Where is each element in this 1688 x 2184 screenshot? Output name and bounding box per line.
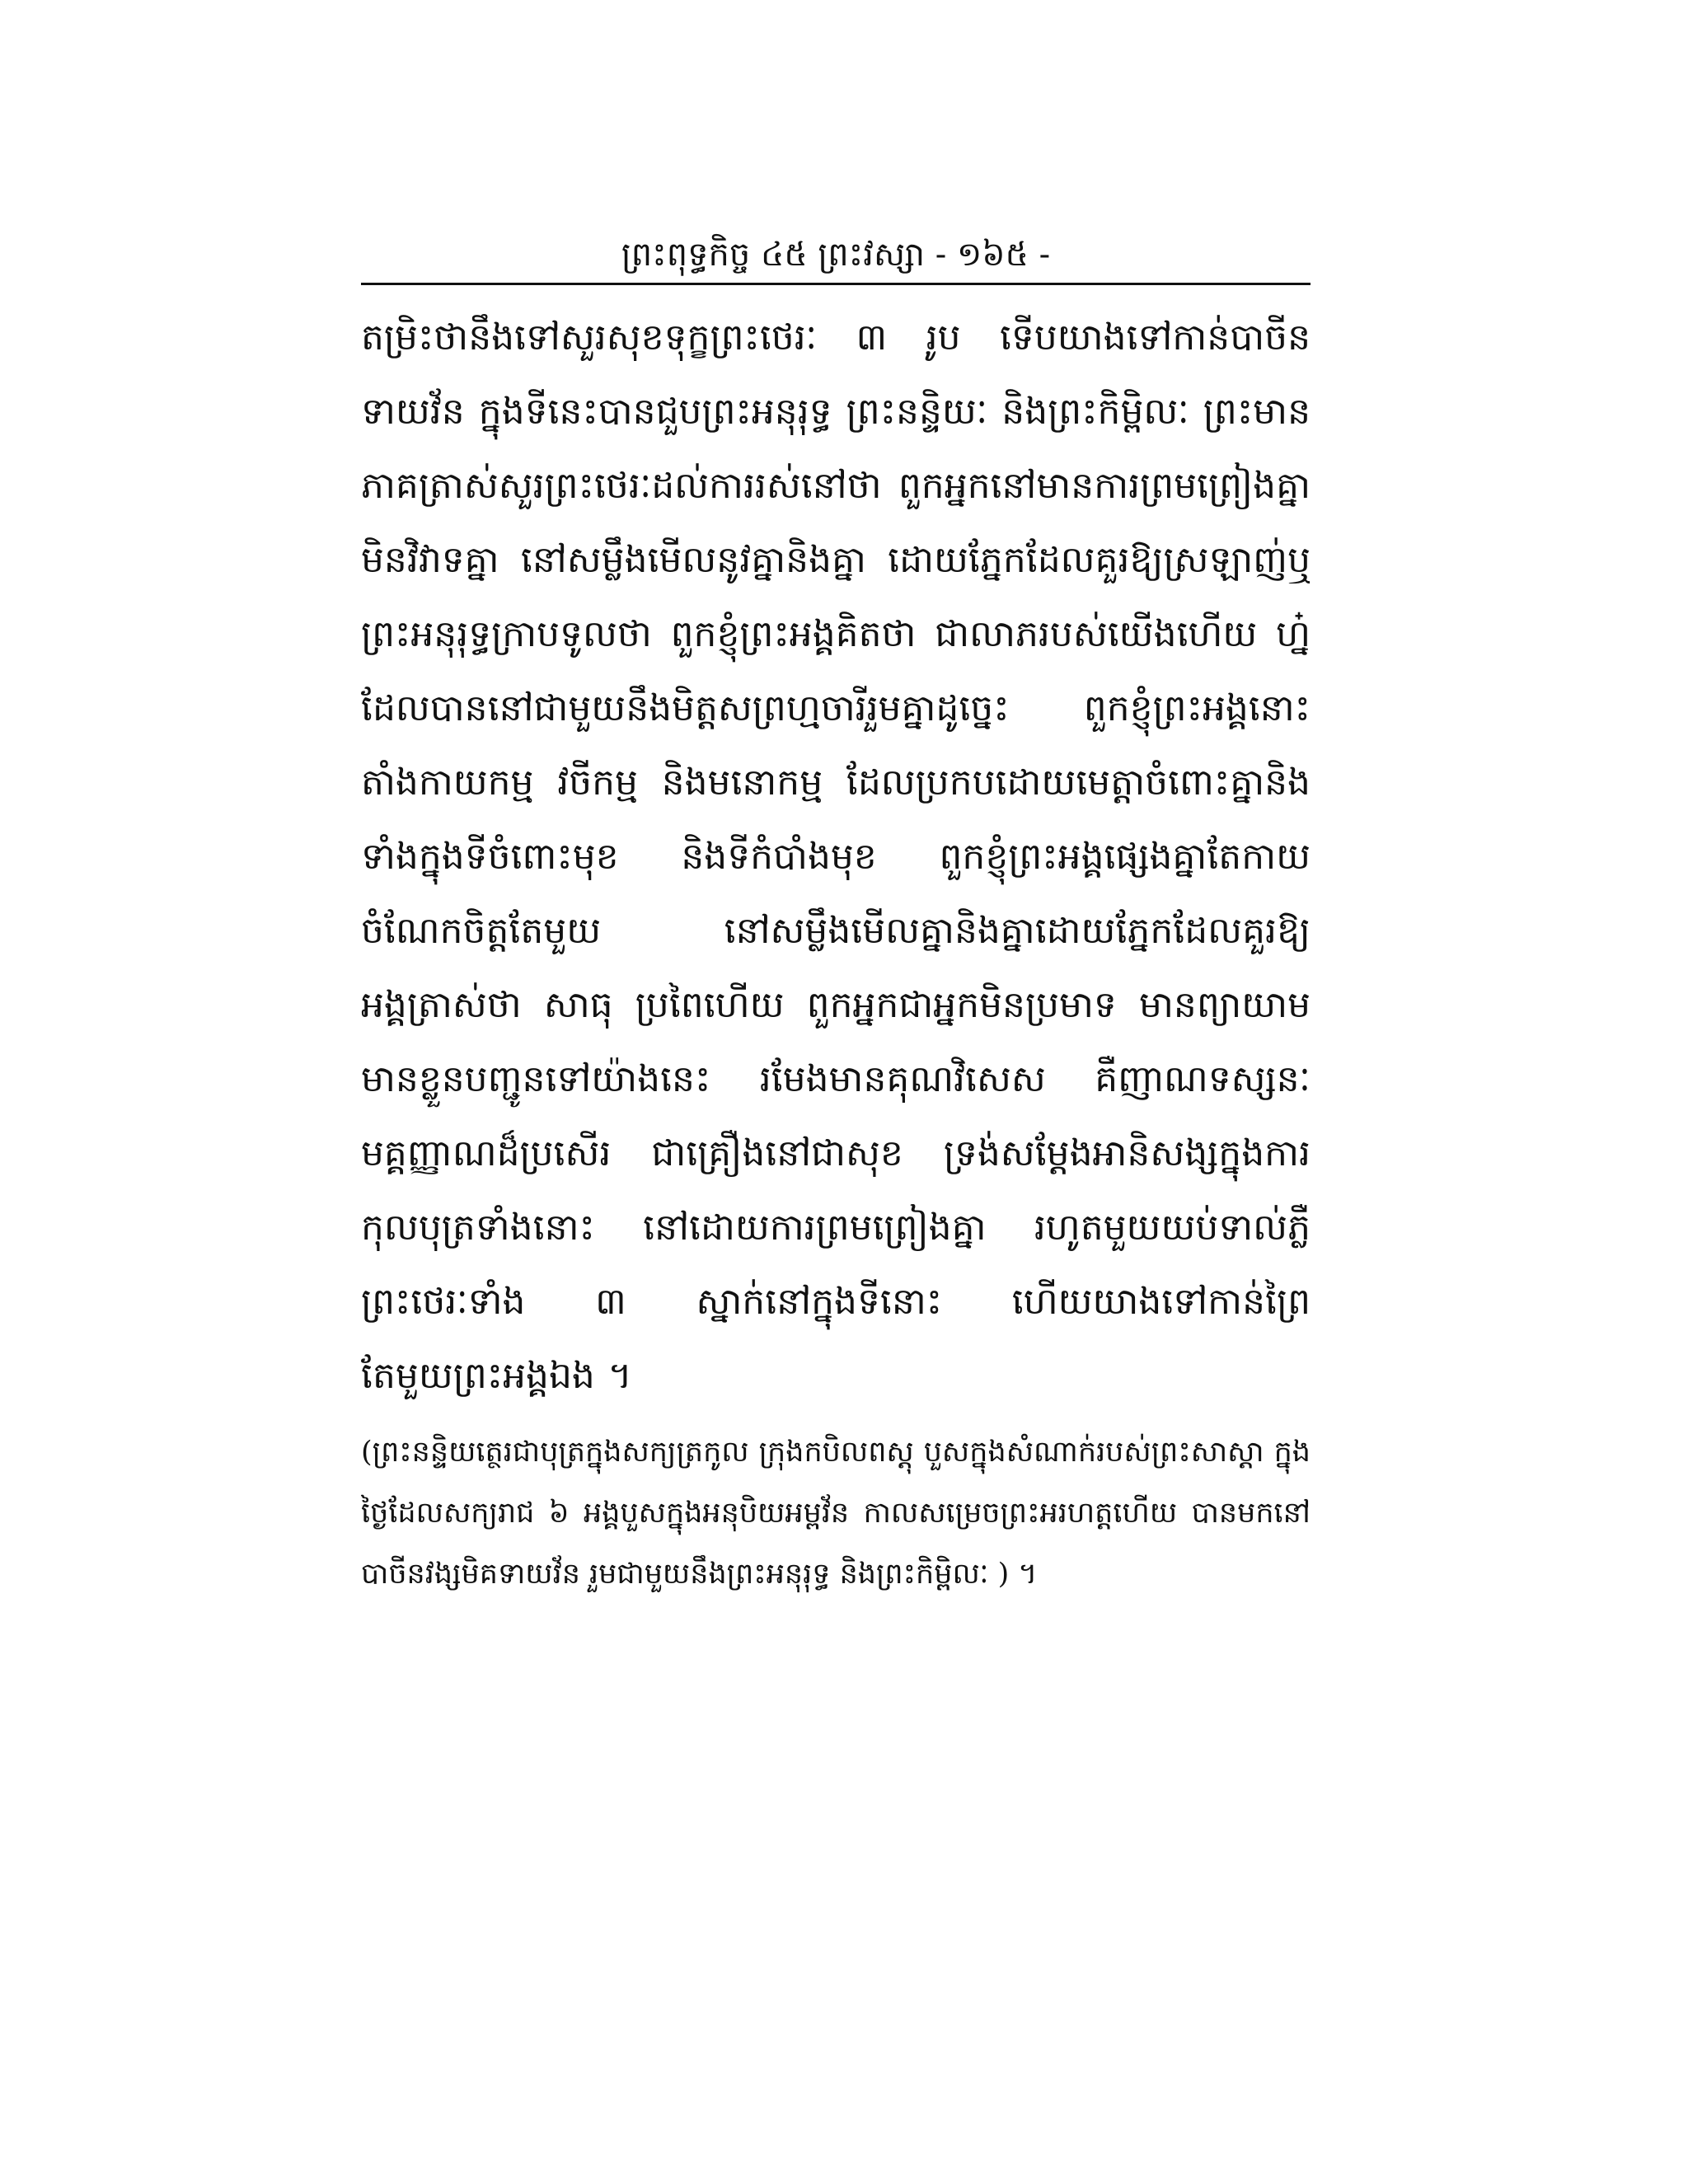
body-line: មគ្គញ្ញាណដ៏ប្រសើរ ជាគ្រឿងនៅជាសុខ ទ្រង់សម្ដែងអានិសង្សក្នុងការ bbox=[361, 1132, 1311, 1174]
body-line: តាំងកាយកម្ម វចីកម្ម និងមនោកម្ម ដែលប្រកបដោយមេត្តាចំពោះគ្នានិង bbox=[361, 762, 1311, 804]
body-line: មានខ្លួនបញ្ជូនទៅយ៉ាងនេះ រមែងមានគុណវិសេស គឺញាណទស្សនៈ bbox=[361, 1058, 1311, 1100]
footnote-line: (ព្រះនន្ទិយត្ថេរជាបុត្រក្នុងសក្យត្រកូល ក្រុងកបិលពស្តុ បួសក្នុងសំណាក់របស់ព្រះសាស្ដា ក្នុង bbox=[361, 1436, 1311, 1469]
body-line: អង្គត្រាស់ថា សាធុ ប្រពៃហើយ ពួកអ្នកជាអ្នកមិនប្រមាទ មានព្យាយាម bbox=[361, 984, 1311, 1026]
footnote-line: ថ្ងៃដែលសក្យរាជ ៦ អង្គបួសក្នុងអនុបិយអម្ពវ័ន កាលសម្រេចព្រះអរហត្តហើយ បានមកនៅ bbox=[361, 1497, 1311, 1530]
body-line: ចំណែកចិត្តតែមួយ នៅសម្លឹងមើលគ្នានិងគ្នាដោយភ្នែកដែលគួរឱ្យ bbox=[361, 910, 1311, 952]
body-text bbox=[361, 301, 1311, 1413]
body-line: ព្រះថេរៈទាំង ៣ ស្នាក់នៅក្នុងទីនោះ ហើយយាងទៅកាន់ព្រៃ bbox=[361, 1281, 1311, 1323]
body-line: ទាយវ័ន ក្នុងទីនេះបានជួបព្រះអនុរុទ្ធ ព្រះនន្ទិយៈ និងព្រះកិម្ពិលៈ ព្រះមាន bbox=[361, 391, 1311, 433]
body-line: មិនវិវាទគ្នា នៅសម្លឹងមើលនូវគ្នានិងគ្នា ដោយភ្នែកដែលគួរឱ្យស្រឡាញ់ឬ bbox=[361, 539, 1311, 581]
body-line: តម្រិះថានឹងទៅសួរសុខទុក្ខព្រះថេរៈ ៣ រូប ទើបយាងទៅកាន់បាចីន bbox=[361, 316, 1311, 359]
footnote bbox=[361, 1422, 1311, 1605]
body-line: ព្រះអនុរុទ្ធក្រាបទូលថា ពួកខ្ញុំព្រះអង្គគិតថា ជាលាភរបស់យើងហើយ ហ្ន៎ bbox=[361, 613, 1311, 655]
footnote-line-last: បាចីនវង្សមិគទាយវ័ន រួមជាមួយនឹងព្រះអនុរុទ្ធ និងព្រះកិម្ពិលៈ ) ។ bbox=[361, 1558, 1038, 1591]
running-header: ព្រះពុទ្ធកិច្ច ៤៥ ព្រះវស្សា - ១៦៥ - bbox=[621, 236, 1051, 274]
body-line-last: តែមួយព្រះអង្គឯង ។ bbox=[361, 1355, 632, 1397]
body-line: ទាំងក្នុងទីចំពោះមុខ និងទីកំបាំងមុខ ពួកខ្ញុំព្រះអង្គផ្សេងគ្នាតែកាយ bbox=[361, 836, 1311, 878]
body-line: កុលបុត្រទាំងនោះ នៅដោយការព្រមព្រៀងគ្នា រហូតមួយយប់ទាល់ភ្លឺ bbox=[361, 1207, 1311, 1249]
header-rule bbox=[361, 283, 1311, 285]
body-line: ភាគត្រាស់សួរព្រះថេរៈដល់ការរស់នៅថា ពួកអ្នកនៅមានការព្រមព្រៀងគ្នា bbox=[361, 465, 1311, 507]
body-line: ដែលបាននៅជាមួយនឹងមិត្តសព្រហ្មចារីរួមគ្នាដូច្នេះ ពួកខ្ញុំព្រះអង្គនោះ bbox=[361, 687, 1311, 729]
